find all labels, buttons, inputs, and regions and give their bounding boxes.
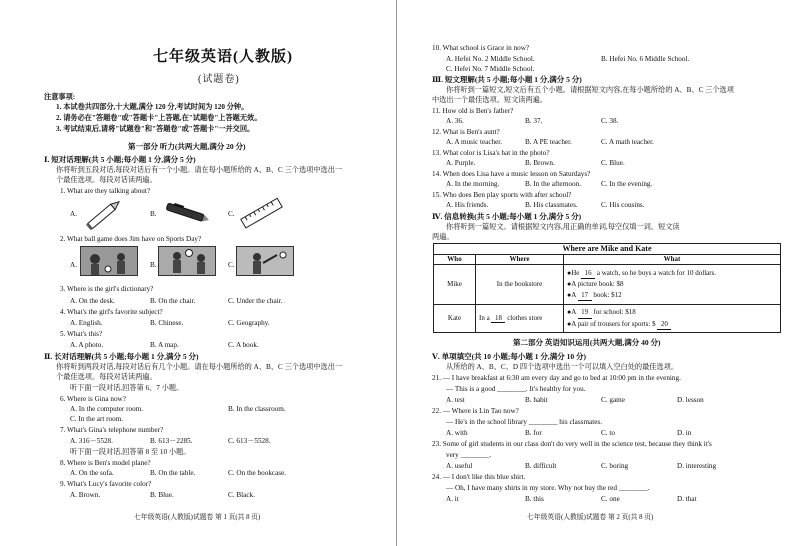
mike-what-cell xyxy=(564,265,781,305)
q13-option-a: A. Purple. xyxy=(446,159,476,167)
question-9: 9. What's Lucy's favorite color? xyxy=(60,480,152,488)
question-13: 13. What color is Lisa's hat in the photo? xyxy=(432,149,550,157)
blank-18[interactable]: 18 xyxy=(491,315,505,323)
question-23-line-2: very ________. xyxy=(446,451,492,459)
section-3-instructions: 你将听到一篇短文,短文后有五个小题。请根据短文内容,在每小题所给的 A、B、C 三个选项 xyxy=(446,86,734,94)
exam-subtitle: (试题卷) xyxy=(198,74,240,85)
q11-option-a: A. 36. xyxy=(446,117,464,125)
question-21: 21. — I have breakfast at 6:30 am every day and go to bed at 10:00 pm in the evening. xyxy=(432,374,681,382)
q13-option-c: C. Blue. xyxy=(601,159,625,167)
q4-option-a: A. English. xyxy=(70,319,103,327)
q10-option-c: C. Hefei No. 7 Middle School. xyxy=(446,65,535,73)
q22-option-d: D. in xyxy=(677,429,692,437)
q7-option-a: A. 316－5528. xyxy=(70,437,113,445)
q23-option-d: D. interesting xyxy=(677,462,717,470)
blank-17[interactable]: 17 xyxy=(578,290,592,301)
question-3: 3. Where is the girl's dictionary? xyxy=(60,285,154,293)
question-4: 4. What's the girl's favorite subject? xyxy=(60,308,163,316)
kate-what-cell xyxy=(564,305,781,333)
q24-option-b: B. this xyxy=(525,495,544,503)
q14-option-c: C. In the evening. xyxy=(601,180,653,188)
kate-line-2: ●A pair of trousers for sports: $ 20 xyxy=(567,319,777,330)
q2-option-b: B. xyxy=(150,261,157,269)
blank-19[interactable]: 19 xyxy=(578,307,592,318)
q15-option-a: A. His friends. xyxy=(446,201,489,209)
notice-1: 1. 本试卷共四部分,十大题,满分 120 分,考试时间为 120 分钟。 xyxy=(56,103,249,111)
ball-game-picture-c xyxy=(236,246,294,276)
q2-option-a: A. xyxy=(70,261,77,269)
question-1: 1. What are they talking about? xyxy=(60,187,151,195)
q6-option-c: C. In the art room. xyxy=(70,415,124,423)
section-4-instructions-cont: 两遍。 xyxy=(432,233,454,241)
q12-option-a: A. A music teacher. xyxy=(446,138,503,146)
q3-option-c: C. Under the chair. xyxy=(228,297,283,305)
q6-option-b: B. In the classroom. xyxy=(228,405,286,413)
question-14: 14. When does Lisa have a music lesson on Saturdays? xyxy=(432,170,591,178)
question-24-line-2: — Oh, I have many shirts in my store. Why not buy the red ________. xyxy=(446,484,650,492)
mike-where-cell: In the bookstore xyxy=(476,265,564,305)
q11-option-b: B. 37. xyxy=(525,117,543,125)
q9-option-c: C. Black. xyxy=(228,491,255,499)
q7-option-c: C. 613－5528. xyxy=(228,437,271,445)
table-header-who: Who xyxy=(434,255,476,265)
question-6: 6. Where is Gina now? xyxy=(60,395,126,403)
mike-line-3: ●A 17 book: $12 xyxy=(567,290,777,301)
q22-option-c: C. to xyxy=(601,429,615,437)
ball-game-picture-a xyxy=(80,246,138,276)
q3-option-a: A. On the desk. xyxy=(70,297,115,305)
kate-where-cell: In a 18 clothes store xyxy=(476,305,564,333)
kate-cell: Kate xyxy=(434,305,476,333)
q24-option-c: C. one xyxy=(601,495,620,503)
info-transfer-table xyxy=(433,243,781,333)
section-4-instructions: 你将听到一篇短文。请根据短文内容,用正确的单词,每空仅填一词。短文读 xyxy=(446,223,680,231)
q23-option-b: B. difficult xyxy=(525,462,557,470)
table-header-where: Where xyxy=(476,255,564,265)
q8-option-a: A. On the sofa. xyxy=(70,469,114,477)
question-2: 2. What ball game does Jim have on Sports Day? xyxy=(60,235,202,243)
listen-instruction-8-10: 听下面一段对话,回答第 8 至 10 小题。 xyxy=(70,448,191,456)
q8-option-b: B. On the table. xyxy=(150,469,196,477)
blank-16[interactable]: 16 xyxy=(581,268,595,279)
mike-line-2: ●A picture book: $8 xyxy=(567,280,624,289)
pen-picture xyxy=(160,198,212,228)
section-5-heading: Ⅴ. 单项填空(共 10 小题;每小题 1 分,满分 10 分) xyxy=(432,352,586,361)
q5-option-a: A. A photo. xyxy=(70,341,104,349)
exam-title: 七年级英语(人教版) xyxy=(153,49,293,65)
section-1-instructions: 你将听到五段对话,每段对话后有一个小题。请在每小题所给的 A、B、C 三个选项中选出一 xyxy=(56,166,343,174)
q11-option-c: C. 38. xyxy=(601,117,619,125)
q23-option-a: A. useful xyxy=(446,462,473,470)
listen-instruction-6-7: 听下面一段对话,回答第 6、7 小题。 xyxy=(70,384,184,392)
q21-option-d: D. lesson xyxy=(677,396,704,404)
question-15: 15. Who does Ben play sports with after school? xyxy=(432,191,572,199)
q1-option-b: B. xyxy=(150,210,157,218)
q15-option-c: C. His cousins. xyxy=(601,201,645,209)
section-5-instructions: 从所给的 A、B、C、D 四个选项中选出一个可以填入空白处的最佳选项。 xyxy=(446,363,679,371)
q3-option-b: B. On the chair. xyxy=(150,297,196,305)
question-10: 10. What school is Grace in now? xyxy=(432,44,530,52)
pencil-picture xyxy=(82,196,126,234)
q9-option-b: B. Blue. xyxy=(150,491,174,499)
q2-option-c: C. xyxy=(228,261,235,269)
question-8: 8. Where is Ben's model plane? xyxy=(60,459,151,467)
q8-option-c: C. On the bookcase. xyxy=(228,469,287,477)
page-footer-1: 七年级英语(人教版)试题卷 第 1 页(共 8 页) xyxy=(134,514,261,521)
q12-option-b: B. A PE teacher. xyxy=(525,138,572,146)
section-3-instructions-cont: 中选出一个最佳选项。短文读两遍。 xyxy=(432,96,548,104)
notice-3: 3. 考试结束后,请将"试题卷"和"答题卷"或"答题卡"一并交回。 xyxy=(56,125,255,133)
section-2-instructions-cont: 个最佳选项。每段对话读两遍。 xyxy=(56,373,157,381)
question-11: 11. How old is Ben's father? xyxy=(432,107,514,115)
q24-option-d: D. that xyxy=(677,495,697,503)
section-2-heading: Ⅱ. 长对话理解(共 5 小题;每小题 1 分,满分 5 分) xyxy=(44,352,199,361)
q23-option-c: C. boring xyxy=(601,462,629,470)
q6-option-a: A. In the computer room. xyxy=(70,405,144,413)
q21-option-a: A. test xyxy=(446,396,465,404)
notice-2: 2. 请务必在"答题卷"或"答题卡"上答题,在"试题卷"上答题无效。 xyxy=(56,114,262,122)
q13-option-b: B. Brown. xyxy=(525,159,555,167)
q22-option-b: B. for xyxy=(525,429,542,437)
q5-option-c: C. A book. xyxy=(228,341,259,349)
blank-20[interactable]: 20 xyxy=(657,319,671,330)
q24-option-a: A. it xyxy=(446,495,459,503)
q7-option-b: B. 613－2285. xyxy=(150,437,193,445)
q4-option-c: C. Geography. xyxy=(228,319,270,327)
q1-option-c: C. xyxy=(228,210,235,218)
question-24: 24. — I don't like this blue shirt. xyxy=(432,473,526,481)
question-12: 12. What is Ben's aunt? xyxy=(432,128,500,136)
question-22-line-2: — He's in the school library ________ his classmates. xyxy=(446,418,603,426)
table-header-what: What xyxy=(564,255,781,265)
q15-option-b: B. His classmates. xyxy=(525,201,578,209)
question-22: 22. — Where is Lin Tao now? xyxy=(432,407,519,415)
question-7: 7. What's Gina's telephone number? xyxy=(60,426,164,434)
q12-option-c: C. A math teacher. xyxy=(601,138,654,146)
mike-line-1: ●He 16 a watch, so he buys a watch for 10 dollars. xyxy=(567,268,777,279)
section-1-heading: Ⅰ. 短对话理解(共 5 小题;每小题 1 分,满分 5 分) xyxy=(44,155,196,164)
q21-option-b: B. habit xyxy=(525,396,548,404)
ruler-picture xyxy=(238,196,286,232)
ball-game-picture-b xyxy=(158,246,216,276)
section-4-heading: Ⅳ. 信息转换(共 5 小题;每小题 1 分,满分 5 分) xyxy=(432,212,582,221)
part-2-heading: 第二部分 英语知识运用(共两大题,满分 40 分) xyxy=(513,338,661,347)
q9-option-a: A. Brown. xyxy=(70,491,101,499)
page-footer-2: 七年级英语(人教版)试题卷 第 2 页(共 8 页) xyxy=(527,514,654,521)
notice-heading: 注意事项: xyxy=(44,93,76,101)
question-5: 5. What's this? xyxy=(60,330,103,338)
question-21-line-2: — This is a good ________. It's healthy for you. xyxy=(446,385,586,393)
q10-option-a: A. Hefei No. 2 Middle School. xyxy=(446,55,535,63)
q1-option-a: A. xyxy=(70,210,77,218)
q22-option-a: A. with xyxy=(446,429,468,437)
q4-option-b: B. Chinese. xyxy=(150,319,184,327)
exam-page-2 xyxy=(397,0,794,546)
q14-option-a: A. In the morning. xyxy=(446,180,500,188)
section-3-heading: Ⅲ. 短文理解(共 5 小题;每小题 1 分,满分 5 分) xyxy=(432,75,582,84)
question-23: 23. Some of girl students in our class don't do very well in the science test, because they think it's xyxy=(432,440,712,448)
mike-cell: Mike xyxy=(434,265,476,305)
section-2-instructions: 你将听到两段对话,每段对话后有几个小题。请在每小题所给的 A、B、C 三个选项中选出一 xyxy=(56,363,343,371)
table-caption: Where are Mike and Kate xyxy=(434,244,781,255)
q10-option-b: B. Hefei No. 6 Middle School. xyxy=(601,55,690,63)
part-1-heading: 第一部分 听力(共两大题,满分 20 分) xyxy=(128,142,246,151)
q21-option-c: C. game xyxy=(601,396,625,404)
kate-line-1: ●A 19 for school: $18 xyxy=(567,307,777,318)
section-1-instructions-cont: 个最佳选项。每段对话读两遍。 xyxy=(56,176,157,184)
q5-option-b: B. A map. xyxy=(150,341,179,349)
q14-option-b: B. In the afternoon. xyxy=(525,180,582,188)
